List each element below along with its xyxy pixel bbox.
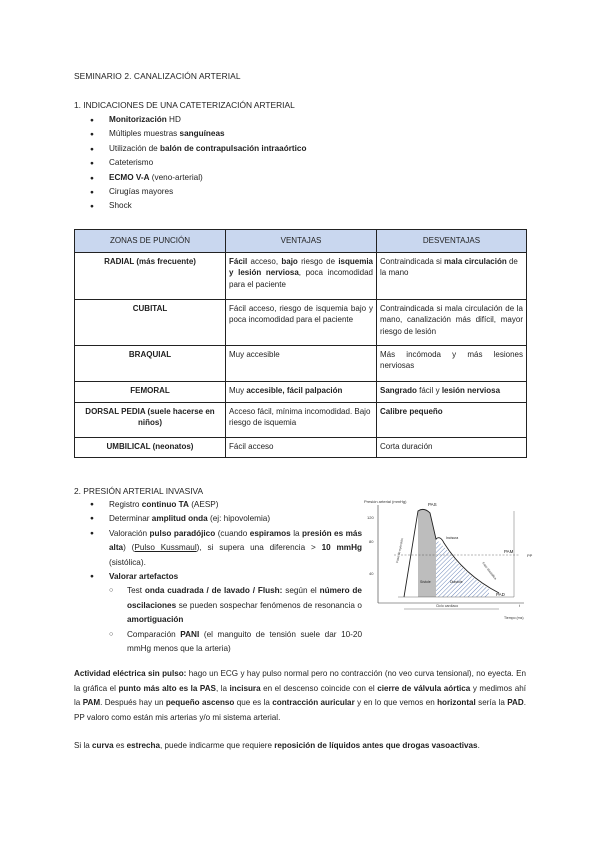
time-axis-label: Tiempo (ms) xyxy=(504,616,524,620)
paragraph-pulseless-activity: Actividad eléctrica sin pulso: hago un ECG y hay pulso normal pero no contracción (no veo curva tensional), no eyecta. En la gráfica el punto más alto es la PAS, la incisura en el descenso coincide con el cierre de válvula aórtica y medimos ahí la PAM. Después hay un pequeño ascenso que es la contracción auricular y en lo que vemos en horizontal sería la PAD. PP valoro como están mis arterias y/o mi sistema arterial. xyxy=(74,669,527,722)
list-item: ● Determinar amplitud onda (ej: hipovolemia) xyxy=(90,512,362,526)
diastole-area xyxy=(436,539,489,597)
list-item: ● Cirugías mayores xyxy=(90,186,306,200)
pas-label: PAS xyxy=(428,502,437,507)
table-row xyxy=(75,438,527,458)
list-item: ● Shock xyxy=(90,200,306,214)
table-row xyxy=(75,300,527,346)
list-item: ● Utilización de balón de contrapulsación intraaórtico xyxy=(90,143,306,157)
disadvantages-cell: Calibre pequeño xyxy=(377,403,527,438)
systole-label: Sístole xyxy=(420,580,431,584)
table-row xyxy=(75,253,527,300)
advantages-cell: Fácil acceso, riesgo de isquemia bajo y poca incomodidad para el paciente xyxy=(226,300,377,346)
advantages-cell: Acceso fácil, mínima incomodidad. Bajo riesgo de isquemia xyxy=(226,403,377,438)
list-item: ● Monitorización HD xyxy=(90,114,306,128)
tick-label: 40 xyxy=(369,571,374,576)
table-row xyxy=(75,382,527,403)
sub-list-item: ○ Test onda cuadrada / de lavado / Flush: según el número de oscilaciones se pueden sospechar fenómenos de resonancia o amortiguación xyxy=(109,584,362,627)
section-1-heading: 1. INDICACIONES DE UNA CATETERIZACIÓN ARTERIAL xyxy=(74,100,295,110)
incisura-label: Incisura xyxy=(446,536,459,540)
diastolic-phase-label: Fase diastólica xyxy=(481,561,498,581)
disadvantages-cell: Contraindicada si mala circulación de la mano xyxy=(377,253,527,300)
disadvantages-cell: Corta duración xyxy=(377,438,527,458)
y-axis-label: Presión arterial (mmHg) xyxy=(364,499,407,504)
table-row xyxy=(75,403,527,438)
pp-label: PP xyxy=(527,553,533,558)
zone-cell: CUBITAL xyxy=(75,300,226,346)
cardiac-cycle-label: Ciclo cardíaco xyxy=(436,604,459,608)
section-2-heading: 2. PRESIÓN ARTERIAL INVASIVA xyxy=(74,486,204,496)
disadvantages-cell: Contraindicada si mala circulación de la mano, canalización más difícil, mayor riesgo de lesión xyxy=(377,300,527,346)
table-header-row xyxy=(75,230,527,253)
tick-label: 80 xyxy=(369,539,374,544)
table-row xyxy=(75,346,527,382)
zone-cell: FEMORAL xyxy=(75,382,226,403)
list-item: ● Valorar artefactos ○ Test onda cuadrada / de lavado / Flush: según el número de oscilaciones se pueden sospechar fenómenos de resonancia o amortiguación ○ Comparación PANI (el manguito de tensión suele dar 10-20 mmHg menos que la arteria) xyxy=(90,570,362,656)
advantages-cell: Fácil acceso xyxy=(226,438,377,458)
advantages-cell: Muy accesible xyxy=(226,346,377,382)
sub-list-item: ○ Comparación PANI (el manguito de tensión suele dar 10-20 mmHg menos que la arteria) xyxy=(109,628,362,657)
zone-cell: DORSAL PEDIA (suele hacerse en niños) xyxy=(75,403,226,438)
list-item: ● Registro continuo TA (AESP) xyxy=(90,498,362,512)
advantages-cell: Muy accesible, fácil palpación xyxy=(226,382,377,403)
waveform-diagram xyxy=(364,497,534,622)
list-item: ● Múltiples muestras sanguíneas xyxy=(90,128,306,142)
advantages-cell: Fácil acceso, bajo riesgo de isquemia y lesión nerviosa, poca incomodidad para el paciente xyxy=(226,253,377,300)
arterial-pressure-waveform-figure xyxy=(364,497,534,622)
paragraph-narrow-curve: Si la curva es estrecha, puede indicarme que requiere reposición de líquidos antes que drogas vasoactivas. xyxy=(74,741,480,750)
ejection-phase-label: Fase de eyección xyxy=(395,537,405,564)
disadvantages-cell: Sangrado fácil y lesión nerviosa xyxy=(377,382,527,403)
list-item: ● ECMO V-A (veno-arterial) xyxy=(90,172,306,186)
header-advantages: VENTAJAS xyxy=(226,230,377,253)
time-tick-label: t xyxy=(519,604,520,608)
artifacts-sublist xyxy=(109,584,362,656)
zone-cell: RADIAL (más frecuente) xyxy=(75,253,226,300)
invasive-pressure-list xyxy=(90,498,362,656)
pam-label: PAM xyxy=(504,549,514,554)
pad-label: PAD xyxy=(496,592,505,597)
indications-list xyxy=(90,114,306,215)
puncture-zones-table xyxy=(74,229,527,458)
diastole-label: Diástole xyxy=(450,580,463,584)
zone-cell: BRAQUIAL xyxy=(75,346,226,382)
tick-label: 120 xyxy=(367,515,374,520)
header-zones: ZONAS DE PUNCIÓN xyxy=(75,230,226,253)
page-title: SEMINARIO 2. CANALIZACIÓN ARTERIAL xyxy=(74,71,241,81)
list-item: ● Valoración pulso paradójico (cuando espiramos la presión es más alta) (Pulso Kussmaul), si supera una diferencia > 10 mmHg (sistólica). xyxy=(90,527,362,570)
zone-cell: UMBILICAL (neonatos) xyxy=(75,438,226,458)
header-disadvantages: DESVENTAJAS xyxy=(377,230,527,253)
disadvantages-cell: Más incómoda y más lesiones nerviosas xyxy=(377,346,527,382)
list-item: ● Cateterismo xyxy=(90,157,306,171)
kussmaul-link: Pulso Kussmaul xyxy=(134,543,197,553)
